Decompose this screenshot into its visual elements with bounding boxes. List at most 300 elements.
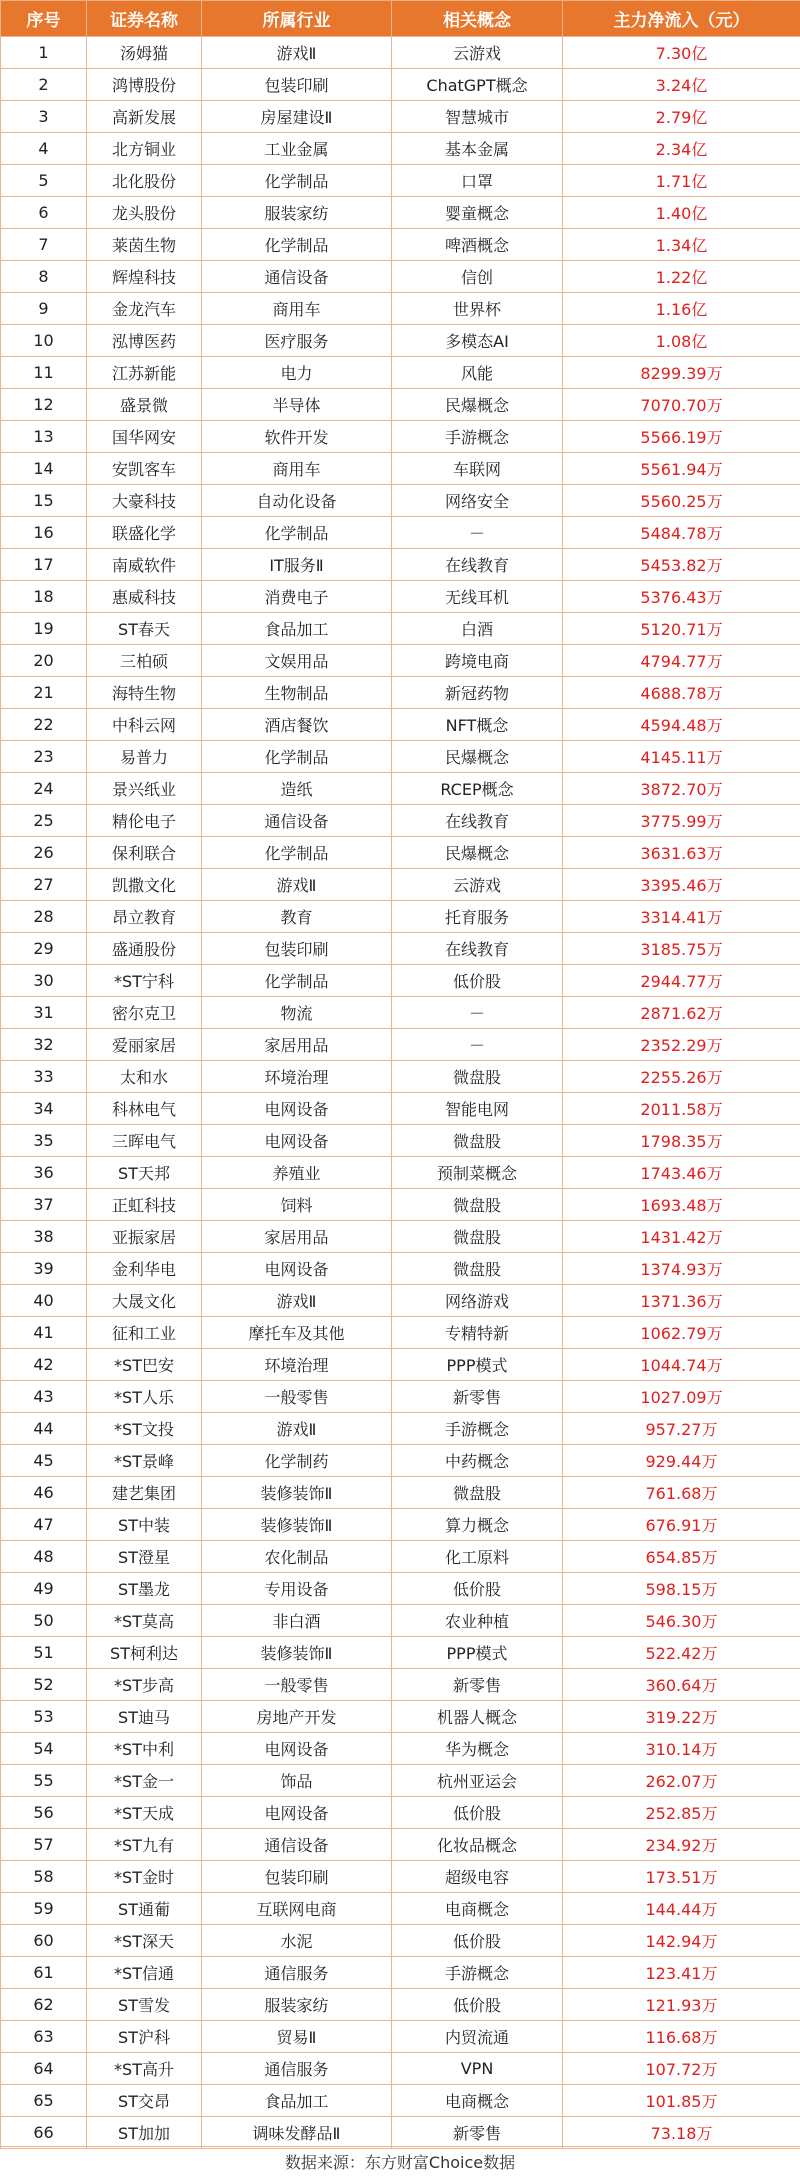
cell-main-inflow: 3.24亿 [563, 69, 800, 101]
cell-industry: 自动化设备 [202, 485, 392, 517]
cell-concept: 多模态AI [392, 325, 563, 357]
cell-concept: 微盘股 [392, 1221, 563, 1253]
cell-security-name: *ST深天 [87, 1925, 202, 1957]
cell-concept: 低价股 [392, 1989, 563, 2021]
table-row [1, 933, 800, 965]
cell-industry: 贸易Ⅱ [202, 2021, 392, 2053]
cell-main-inflow: 142.94万 [563, 1925, 800, 1957]
cell-industry: 游戏Ⅱ [202, 1285, 392, 1317]
cell-industry: 电网设备 [202, 1125, 392, 1157]
cell-security-name: ST墨龙 [87, 1573, 202, 1605]
cell-main-inflow: 929.44万 [563, 1445, 800, 1477]
cell-industry: 包装印刷 [202, 69, 392, 101]
cell-rank: 33 [1, 1061, 87, 1093]
cell-main-inflow: 5561.94万 [563, 453, 800, 485]
cell-security-name: ST加加 [87, 2117, 202, 2149]
cell-main-inflow: 2871.62万 [563, 997, 800, 1029]
table-row [1, 1797, 800, 1829]
cell-security-name: ST春天 [87, 613, 202, 645]
cell-industry: 酒店餐饮 [202, 709, 392, 741]
cell-concept: 网络游戏 [392, 1285, 563, 1317]
cell-industry: 服装家纺 [202, 197, 392, 229]
table-row [1, 133, 800, 165]
cell-industry: 服装家纺 [202, 1989, 392, 2021]
cell-main-inflow: 522.42万 [563, 1637, 800, 1669]
table-row [1, 2053, 800, 2085]
cell-main-inflow: 1.08亿 [563, 325, 800, 357]
cell-industry: 电力 [202, 357, 392, 389]
cell-rank: 48 [1, 1541, 87, 1573]
cell-rank: 64 [1, 2053, 87, 2085]
cell-rank: 1 [1, 37, 87, 69]
cell-rank: 3 [1, 101, 87, 133]
cell-main-inflow: 360.64万 [563, 1669, 800, 1701]
cell-security-name: 盛景微 [87, 389, 202, 421]
cell-main-inflow: 101.85万 [563, 2085, 800, 2117]
cell-rank: 53 [1, 1701, 87, 1733]
cell-rank: 29 [1, 933, 87, 965]
cell-security-name: 海特生物 [87, 677, 202, 709]
cell-rank: 30 [1, 965, 87, 997]
table-row [1, 2021, 800, 2053]
cell-rank: 8 [1, 261, 87, 293]
cell-industry: 生物制品 [202, 677, 392, 709]
cell-main-inflow: 676.91万 [563, 1509, 800, 1541]
cell-industry: 养殖业 [202, 1157, 392, 1189]
cell-security-name: 惠威科技 [87, 581, 202, 613]
cell-main-inflow: 1044.74万 [563, 1349, 800, 1381]
table-row [1, 69, 800, 101]
cell-security-name: 国华网安 [87, 421, 202, 453]
cell-main-inflow: 2944.77万 [563, 965, 800, 997]
table-row [1, 1989, 800, 2021]
cell-industry: 通信服务 [202, 2053, 392, 2085]
cell-main-inflow: 173.51万 [563, 1861, 800, 1893]
cell-security-name: ST沪科 [87, 2021, 202, 2053]
cell-concept: － [392, 517, 563, 549]
cell-main-inflow: 8299.39万 [563, 357, 800, 389]
cell-concept: － [392, 997, 563, 1029]
cell-concept: 化妆品概念 [392, 1829, 563, 1861]
cell-security-name: 亚振家居 [87, 1221, 202, 1253]
cell-main-inflow: 5376.43万 [563, 581, 800, 613]
cell-security-name: *ST金时 [87, 1861, 202, 1893]
cell-concept: NFT概念 [392, 709, 563, 741]
cell-concept: 啤酒概念 [392, 229, 563, 261]
cell-security-name: 三柏硕 [87, 645, 202, 677]
cell-rank: 14 [1, 453, 87, 485]
cell-security-name: ST天邦 [87, 1157, 202, 1189]
cell-rank: 13 [1, 421, 87, 453]
cell-rank: 7 [1, 229, 87, 261]
cell-security-name: 精伦电子 [87, 805, 202, 837]
cell-industry: 饲料 [202, 1189, 392, 1221]
table-row [1, 2117, 800, 2149]
cell-security-name: ST澄星 [87, 1541, 202, 1573]
cell-rank: 46 [1, 1477, 87, 1509]
cell-security-name: 三晖电气 [87, 1125, 202, 1157]
table-row [1, 1125, 800, 1157]
cell-concept: RCEP概念 [392, 773, 563, 805]
table-row [1, 421, 800, 453]
cell-security-name: *ST莫高 [87, 1605, 202, 1637]
cell-concept: 网络安全 [392, 485, 563, 517]
cell-main-inflow: 957.27万 [563, 1413, 800, 1445]
cell-rank: 21 [1, 677, 87, 709]
cell-security-name: 密尔克卫 [87, 997, 202, 1029]
cell-industry: 游戏Ⅱ [202, 869, 392, 901]
cell-rank: 12 [1, 389, 87, 421]
cell-industry: 一般零售 [202, 1669, 392, 1701]
cell-main-inflow: 2352.29万 [563, 1029, 800, 1061]
cell-industry: 装修装饰Ⅱ [202, 1477, 392, 1509]
cell-rank: 49 [1, 1573, 87, 1605]
cell-industry: 非白酒 [202, 1605, 392, 1637]
cell-concept: 风能 [392, 357, 563, 389]
cell-industry: 工业金属 [202, 133, 392, 165]
cell-security-name: ST交昂 [87, 2085, 202, 2117]
cell-concept: VPN [392, 2053, 563, 2085]
cell-rank: 9 [1, 293, 87, 325]
cell-security-name: ST中装 [87, 1509, 202, 1541]
cell-industry: 电网设备 [202, 1253, 392, 1285]
cell-rank: 22 [1, 709, 87, 741]
cell-industry: 商用车 [202, 293, 392, 325]
cell-rank: 61 [1, 1957, 87, 1989]
cell-main-inflow: 1.34亿 [563, 229, 800, 261]
cell-main-inflow: 5120.71万 [563, 613, 800, 645]
cell-rank: 60 [1, 1925, 87, 1957]
cell-main-inflow: 7.30亿 [563, 37, 800, 69]
cell-rank: 28 [1, 901, 87, 933]
cell-main-inflow: 7070.70万 [563, 389, 800, 421]
header-industry: 所属行业 [202, 1, 392, 37]
cell-concept: 在线教育 [392, 805, 563, 837]
cell-concept: 预制菜概念 [392, 1157, 563, 1189]
cell-security-name: 鸿博股份 [87, 69, 202, 101]
cell-main-inflow: 5566.19万 [563, 421, 800, 453]
cell-main-inflow: 1798.35万 [563, 1125, 800, 1157]
cell-security-name: *ST文投 [87, 1413, 202, 1445]
cell-main-inflow: 4145.11万 [563, 741, 800, 773]
header-security-name: 证券名称 [87, 1, 202, 37]
cell-main-inflow: 252.85万 [563, 1797, 800, 1829]
cell-security-name: 易普力 [87, 741, 202, 773]
table-row [1, 1541, 800, 1573]
cell-industry: 化学制品 [202, 517, 392, 549]
cell-security-name: 科林电气 [87, 1093, 202, 1125]
cell-concept: 农业种植 [392, 1605, 563, 1637]
cell-concept: 微盘股 [392, 1189, 563, 1221]
table-row [1, 453, 800, 485]
cell-industry: 通信设备 [202, 1829, 392, 1861]
cell-main-inflow: 3872.70万 [563, 773, 800, 805]
cell-main-inflow: 2.34亿 [563, 133, 800, 165]
cell-main-inflow: 5484.78万 [563, 517, 800, 549]
cell-security-name: 汤姆猫 [87, 37, 202, 69]
cell-security-name: 盛通股份 [87, 933, 202, 965]
cell-rank: 57 [1, 1829, 87, 1861]
cell-industry: 水泥 [202, 1925, 392, 1957]
header-rank: 序号 [1, 1, 87, 37]
cell-concept: 中药概念 [392, 1445, 563, 1477]
table-row [1, 997, 800, 1029]
cell-rank: 63 [1, 2021, 87, 2053]
table-row [1, 1285, 800, 1317]
table-row [1, 485, 800, 517]
cell-rank: 42 [1, 1349, 87, 1381]
cell-industry: 电网设备 [202, 1093, 392, 1125]
cell-industry: IT服务Ⅱ [202, 549, 392, 581]
cell-main-inflow: 3185.75万 [563, 933, 800, 965]
table-row [1, 1157, 800, 1189]
table-row [1, 869, 800, 901]
cell-main-inflow: 5560.25万 [563, 485, 800, 517]
cell-industry: 化学制品 [202, 741, 392, 773]
table-row [1, 1733, 800, 1765]
cell-security-name: *ST巴安 [87, 1349, 202, 1381]
cell-rank: 4 [1, 133, 87, 165]
table-row [1, 293, 800, 325]
cell-security-name: *ST高升 [87, 2053, 202, 2085]
cell-rank: 44 [1, 1413, 87, 1445]
cell-industry: 文娱用品 [202, 645, 392, 677]
table-row [1, 901, 800, 933]
cell-rank: 38 [1, 1221, 87, 1253]
cell-industry: 通信设备 [202, 261, 392, 293]
cell-concept: 婴童概念 [392, 197, 563, 229]
cell-industry: 化学制品 [202, 165, 392, 197]
table-row [1, 1925, 800, 1957]
cell-industry: 装修装饰Ⅱ [202, 1637, 392, 1669]
cell-main-inflow: 5453.82万 [563, 549, 800, 581]
table-row [1, 837, 800, 869]
cell-main-inflow: 1.40亿 [563, 197, 800, 229]
cell-rank: 59 [1, 1893, 87, 1925]
cell-rank: 65 [1, 2085, 87, 2117]
cell-industry: 饰品 [202, 1765, 392, 1797]
cell-concept: 在线教育 [392, 549, 563, 581]
table-row [1, 1029, 800, 1061]
table-row [1, 1957, 800, 1989]
cell-security-name: 江苏新能 [87, 357, 202, 389]
cell-rank: 45 [1, 1445, 87, 1477]
cell-concept: 跨境电商 [392, 645, 563, 677]
cell-main-inflow: 3631.63万 [563, 837, 800, 869]
cell-security-name: 大晟文化 [87, 1285, 202, 1317]
cell-concept: 电商概念 [392, 2085, 563, 2117]
table-row [1, 1893, 800, 1925]
cell-main-inflow: 2011.58万 [563, 1093, 800, 1125]
cell-industry: 化学制品 [202, 837, 392, 869]
cell-rank: 51 [1, 1637, 87, 1669]
cell-main-inflow: 1743.46万 [563, 1157, 800, 1189]
cell-rank: 10 [1, 325, 87, 357]
cell-main-inflow: 3775.99万 [563, 805, 800, 837]
cell-main-inflow: 598.15万 [563, 1573, 800, 1605]
table-row [1, 645, 800, 677]
cell-security-name: 景兴纸业 [87, 773, 202, 805]
cell-main-inflow: 1062.79万 [563, 1317, 800, 1349]
cell-rank: 20 [1, 645, 87, 677]
cell-concept: 新零售 [392, 1669, 563, 1701]
table-row [1, 965, 800, 997]
cell-security-name: 高新发展 [87, 101, 202, 133]
table-row [1, 805, 800, 837]
table-row [1, 165, 800, 197]
cell-main-inflow: 2255.26万 [563, 1061, 800, 1093]
table-row [1, 1669, 800, 1701]
cell-security-name: 安凯客车 [87, 453, 202, 485]
table-row [1, 1637, 800, 1669]
cell-main-inflow: 1431.42万 [563, 1221, 800, 1253]
cell-security-name: 南威软件 [87, 549, 202, 581]
cell-rank: 15 [1, 485, 87, 517]
cell-security-name: 金龙汽车 [87, 293, 202, 325]
cell-rank: 17 [1, 549, 87, 581]
table-row [1, 1381, 800, 1413]
cell-industry: 调味发酵品Ⅱ [202, 2117, 392, 2149]
cell-industry: 农化制品 [202, 1541, 392, 1573]
cell-security-name: ST迪马 [87, 1701, 202, 1733]
cell-main-inflow: 761.68万 [563, 1477, 800, 1509]
cell-concept: 白酒 [392, 613, 563, 645]
cell-security-name: 建艺集团 [87, 1477, 202, 1509]
cell-security-name: 北方铜业 [87, 133, 202, 165]
cell-industry: 游戏Ⅱ [202, 1413, 392, 1445]
table-row [1, 1221, 800, 1253]
cell-security-name: *ST步高 [87, 1669, 202, 1701]
header-row [1, 1, 800, 37]
cell-security-name: 莱茵生物 [87, 229, 202, 261]
cell-industry: 化学制品 [202, 229, 392, 261]
cell-rank: 47 [1, 1509, 87, 1541]
cell-concept: 微盘股 [392, 1061, 563, 1093]
cell-security-name: 泓博医药 [87, 325, 202, 357]
cell-concept: 低价股 [392, 965, 563, 997]
cell-concept: 化工原料 [392, 1541, 563, 1573]
cell-rank: 40 [1, 1285, 87, 1317]
header-concept: 相关概念 [392, 1, 563, 37]
cell-main-inflow: 1.22亿 [563, 261, 800, 293]
table-row [1, 613, 800, 645]
cell-rank: 37 [1, 1189, 87, 1221]
cell-rank: 2 [1, 69, 87, 101]
table-row [1, 677, 800, 709]
cell-main-inflow: 116.68万 [563, 2021, 800, 2053]
cell-industry: 通信服务 [202, 1957, 392, 1989]
cell-industry: 互联网电商 [202, 1893, 392, 1925]
cell-security-name: 大豪科技 [87, 485, 202, 517]
table-row [1, 1189, 800, 1221]
cell-main-inflow: 319.22万 [563, 1701, 800, 1733]
table-row [1, 1701, 800, 1733]
cell-security-name: 昂立教育 [87, 901, 202, 933]
cell-concept: 云游戏 [392, 869, 563, 901]
header-main-inflow: 主力净流入（元） [563, 1, 800, 37]
table-row [1, 1861, 800, 1893]
cell-concept: 民爆概念 [392, 741, 563, 773]
cell-concept: 低价股 [392, 1925, 563, 1957]
cell-industry: 电网设备 [202, 1733, 392, 1765]
cell-rank: 55 [1, 1765, 87, 1797]
cell-security-name: *ST景峰 [87, 1445, 202, 1477]
cell-rank: 39 [1, 1253, 87, 1285]
cell-concept: 专精特新 [392, 1317, 563, 1349]
cell-industry: 一般零售 [202, 1381, 392, 1413]
data-source-note: 数据来源：东方财富Choice数据 [0, 2146, 800, 2179]
cell-concept: 云游戏 [392, 37, 563, 69]
cell-main-inflow: 654.85万 [563, 1541, 800, 1573]
cell-rank: 34 [1, 1093, 87, 1125]
cell-industry: 物流 [202, 997, 392, 1029]
cell-concept: 民爆概念 [392, 389, 563, 421]
table-row [1, 1605, 800, 1637]
cell-security-name: *ST信通 [87, 1957, 202, 1989]
cell-security-name: 联盛化学 [87, 517, 202, 549]
cell-concept: 在线教育 [392, 933, 563, 965]
cell-main-inflow: 4794.77万 [563, 645, 800, 677]
cell-rank: 18 [1, 581, 87, 613]
cell-concept: PPP模式 [392, 1637, 563, 1669]
cell-industry: 摩托车及其他 [202, 1317, 392, 1349]
cell-rank: 32 [1, 1029, 87, 1061]
cell-industry: 包装印刷 [202, 933, 392, 965]
cell-rank: 16 [1, 517, 87, 549]
cell-industry: 半导体 [202, 389, 392, 421]
table-header [1, 1, 800, 37]
cell-security-name: *ST九有 [87, 1829, 202, 1861]
cell-concept: 超级电容 [392, 1861, 563, 1893]
cell-concept: PPP模式 [392, 1349, 563, 1381]
cell-concept: 无线耳机 [392, 581, 563, 613]
cell-industry: 化学制品 [202, 965, 392, 997]
table-row [1, 1093, 800, 1125]
cell-main-inflow: 1.16亿 [563, 293, 800, 325]
table-row [1, 1765, 800, 1797]
table-row [1, 389, 800, 421]
cell-industry: 食品加工 [202, 613, 392, 645]
table-row [1, 581, 800, 613]
cell-main-inflow: 1371.36万 [563, 1285, 800, 1317]
cell-concept: 华为概念 [392, 1733, 563, 1765]
cell-concept: 智能电网 [392, 1093, 563, 1125]
cell-security-name: 北化股份 [87, 165, 202, 197]
cell-concept: 手游概念 [392, 421, 563, 453]
table-row [1, 1061, 800, 1093]
cell-security-name: 中科云网 [87, 709, 202, 741]
cell-security-name: 金利华电 [87, 1253, 202, 1285]
cell-security-name: *ST宁科 [87, 965, 202, 997]
cell-security-name: ST柯利达 [87, 1637, 202, 1669]
cell-industry: 房屋建设Ⅱ [202, 101, 392, 133]
cell-rank: 36 [1, 1157, 87, 1189]
cell-concept: 算力概念 [392, 1509, 563, 1541]
cell-concept: 低价股 [392, 1573, 563, 1605]
table-row [1, 357, 800, 389]
table-row [1, 325, 800, 357]
cell-rank: 43 [1, 1381, 87, 1413]
cell-industry: 专用设备 [202, 1573, 392, 1605]
cell-main-inflow: 144.44万 [563, 1893, 800, 1925]
cell-industry: 电网设备 [202, 1797, 392, 1829]
cell-security-name: 龙头股份 [87, 197, 202, 229]
cell-industry: 环境治理 [202, 1061, 392, 1093]
cell-rank: 6 [1, 197, 87, 229]
cell-main-inflow: 2.79亿 [563, 101, 800, 133]
cell-rank: 54 [1, 1733, 87, 1765]
cell-rank: 27 [1, 869, 87, 901]
